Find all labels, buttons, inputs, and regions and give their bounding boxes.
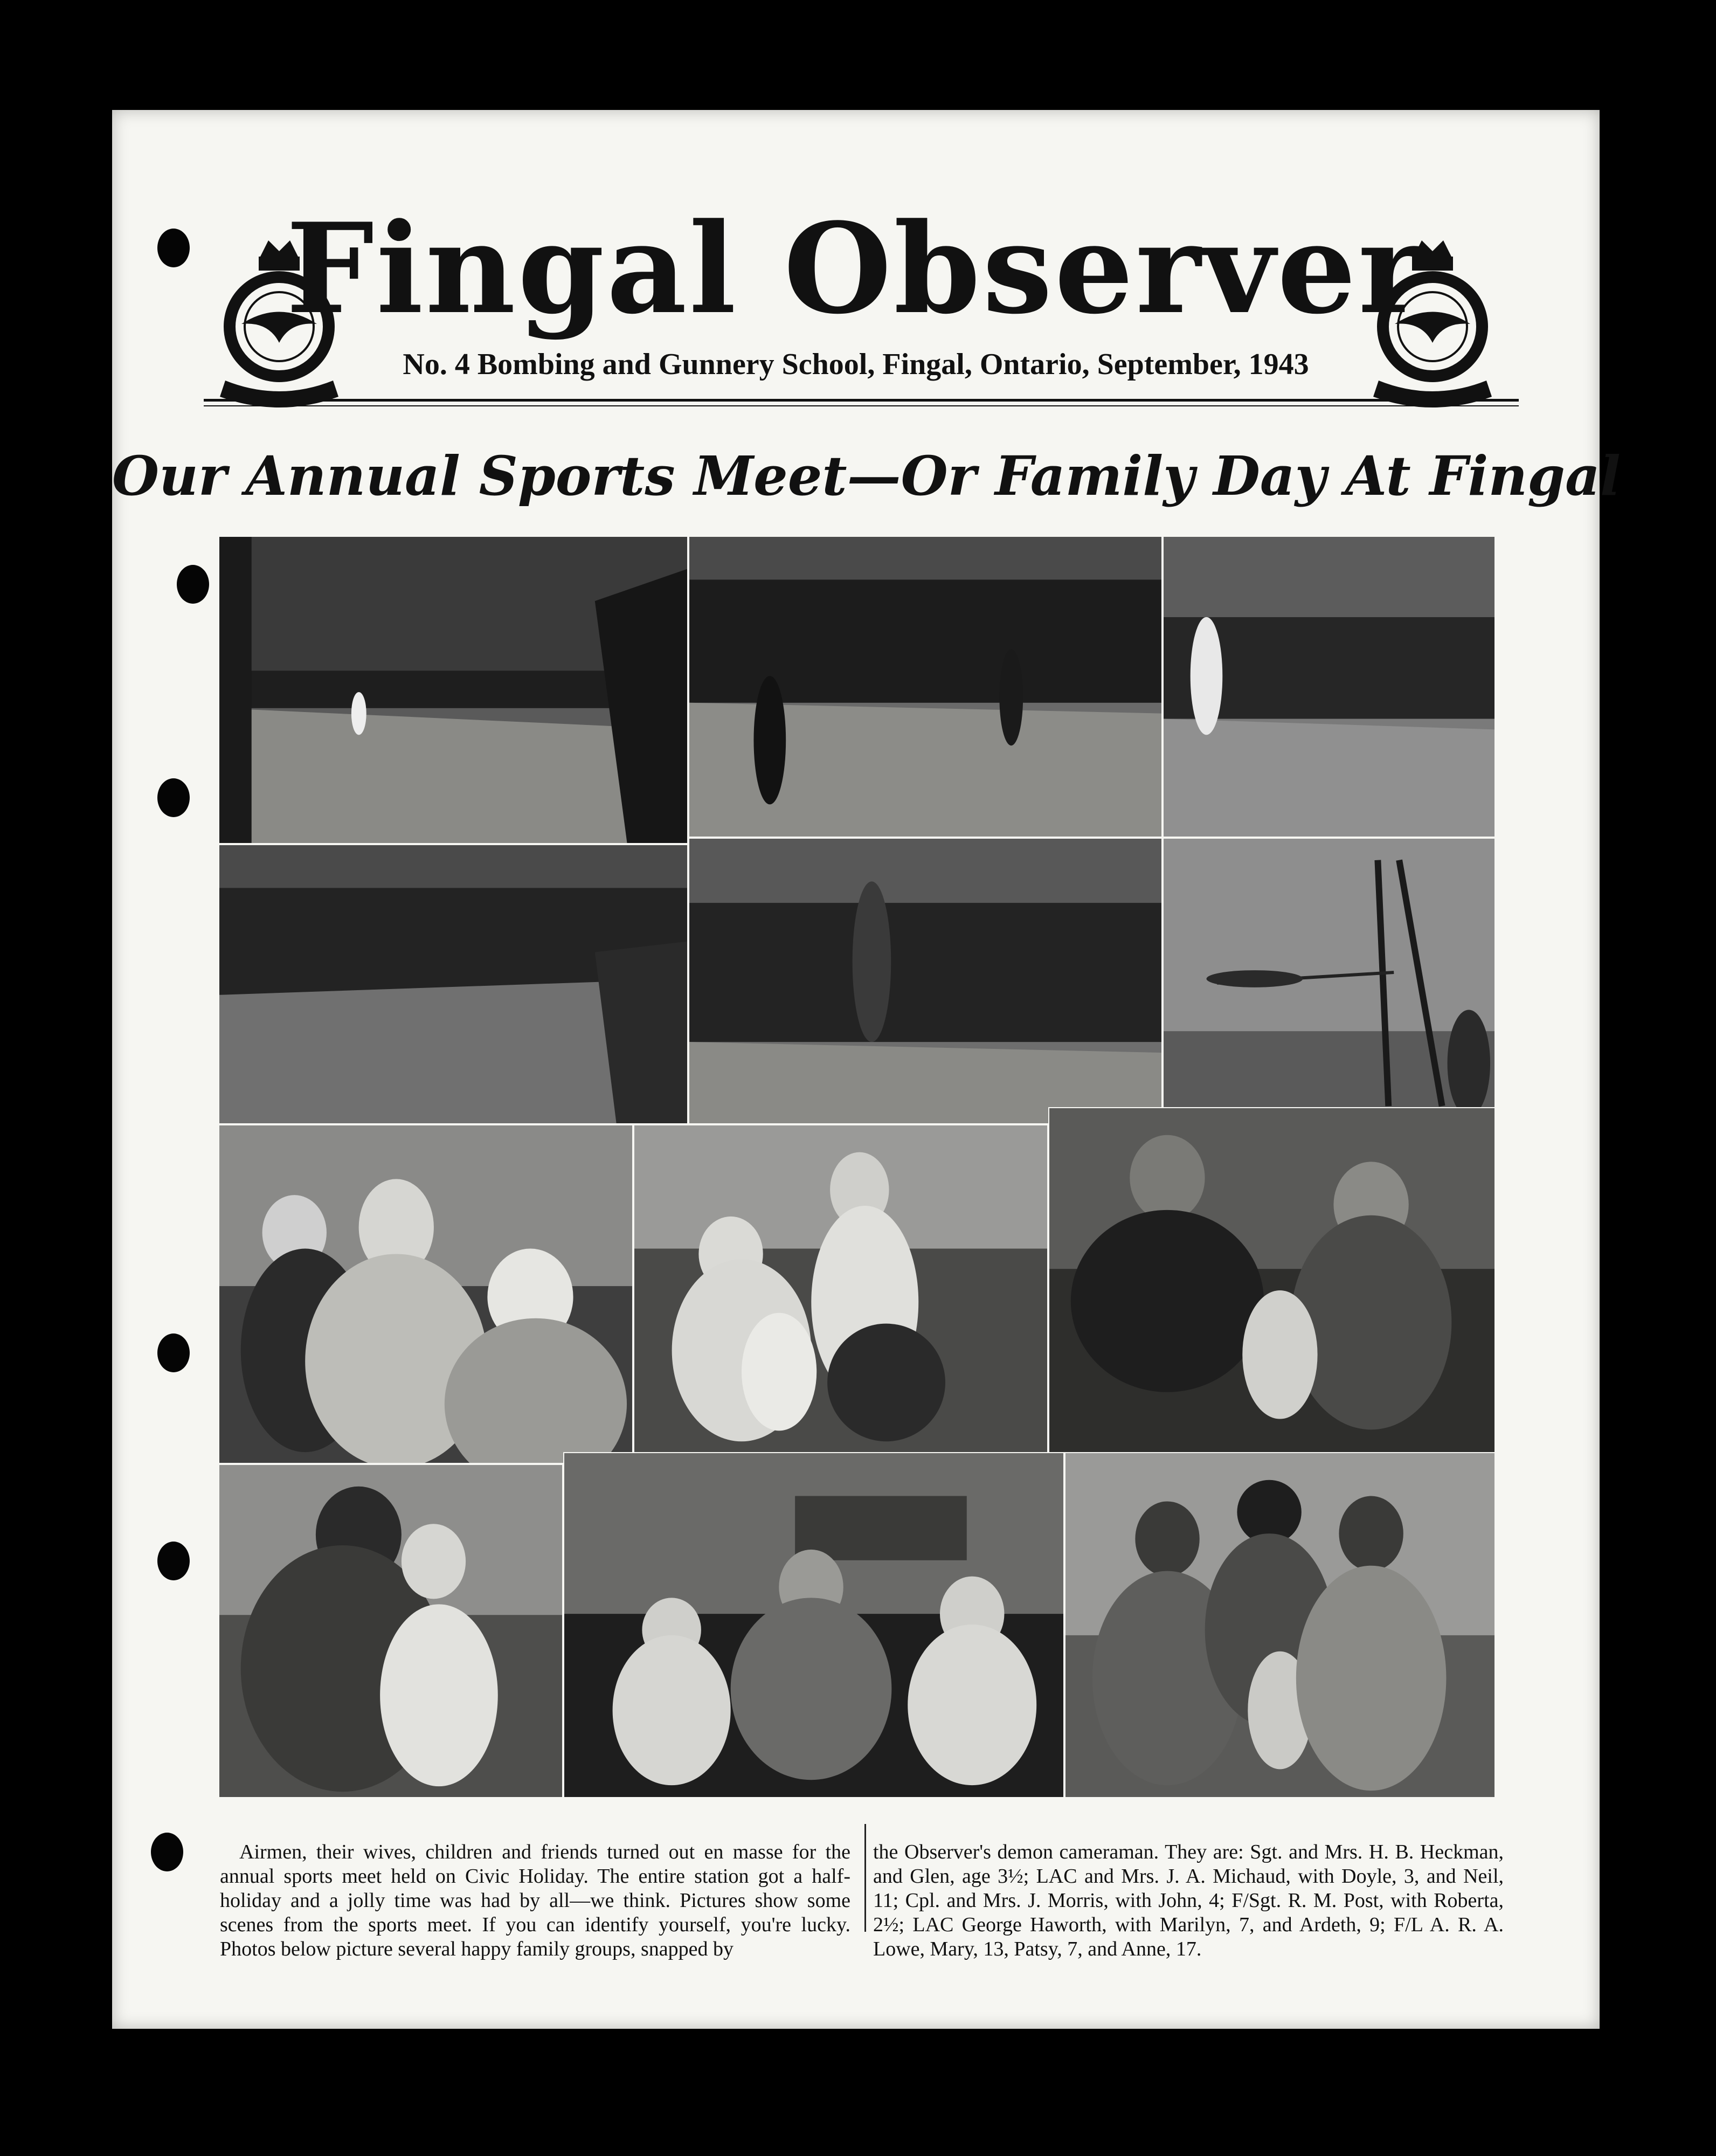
masthead-subtitle: No. 4 Bombing and Gunnery School, Fingal, Ontario, September, 1943 bbox=[403, 348, 1309, 381]
punch-hole bbox=[157, 229, 190, 267]
photo-sprint-race bbox=[218, 536, 688, 844]
punch-hole bbox=[177, 565, 209, 604]
photo-family-3 bbox=[1048, 1107, 1496, 1464]
photo-track-crowd bbox=[218, 844, 688, 1124]
photo-family-2 bbox=[633, 1124, 1048, 1464]
headline: Our Annual Sports Meet—Or Family Day At Fingal bbox=[112, 444, 1621, 508]
masthead-title: Fingal Observer bbox=[286, 196, 1426, 342]
punch-hole bbox=[151, 1833, 183, 1871]
photo-sprinter bbox=[1163, 536, 1496, 838]
punch-hole bbox=[157, 1542, 190, 1580]
newspaper-page bbox=[112, 110, 1621, 2029]
photo-runner bbox=[688, 838, 1163, 1124]
photo-grid bbox=[218, 536, 1496, 1798]
photo-family-6 bbox=[1064, 1452, 1496, 1798]
masthead-rule-thin bbox=[204, 405, 1519, 406]
punch-hole bbox=[157, 778, 190, 817]
photo-high-jump bbox=[1163, 838, 1496, 1112]
photo-runners-crowd bbox=[688, 536, 1163, 838]
caption-column-divider bbox=[864, 1824, 866, 1932]
photo-family-5 bbox=[563, 1452, 1064, 1798]
photo-family-1 bbox=[218, 1124, 633, 1464]
caption-right-column: the Observer's demon cameraman. They are: Sgt. and Mrs. H. B. Heckman, and Glen, age 3½; LAC and Mrs. J. A. Michaud, with Doyle, 3, and Neil, 11; Cpl. and Mrs. J. Morris, with John, 4; F/Sgt. R. M. Post, with Roberta, 2½; LAC George Haworth, with Marilyn, 7, and Ardeth, 9; F/L A. R. A. Lowe, Mary, 13, Patsy, 7, and Anne, 17. bbox=[873, 1841, 1504, 1960]
masthead-rule bbox=[204, 399, 1519, 402]
photo-family-4 bbox=[218, 1464, 563, 1798]
caption-left-column: Airmen, their wives, children and friends turned out en masse for the annual sports meet held on Civic Holiday. The entire station got a half-holiday and a jolly time was had by all—we think. Pictures show some scenes from the sports meet. If you can identify yourself, you're lucky. Photos below picture several happy family groups, snapped by bbox=[220, 1841, 850, 1960]
punch-hole bbox=[157, 1333, 190, 1372]
